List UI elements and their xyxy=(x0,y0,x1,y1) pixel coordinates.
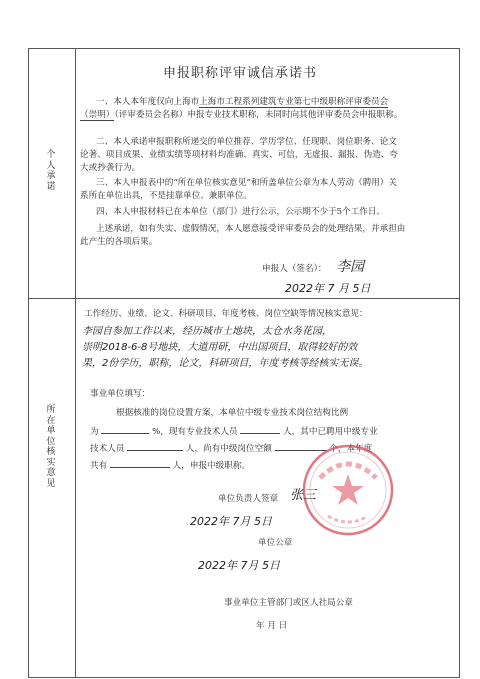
clause-1-district: （崇明） xyxy=(80,110,115,120)
ratio-line-3-c: 个，本年度 xyxy=(329,444,373,454)
closing-line-1: 上述承诺，如有失实、虚假情况，本人愿意接受评审委员会的处理结果，并承担由 xyxy=(96,224,406,234)
ratio-percent-blank xyxy=(101,424,149,434)
ratio-line-4-b: 人，申报中级职称。 xyxy=(172,461,251,471)
clause-2-line-2: 论著、项目成果、业绩实绩等项材料均准确、真实、可信，无虚报、漏报、伪造、夸 xyxy=(80,150,398,160)
mid-level-staff-blank xyxy=(127,441,183,451)
clause-1-prefix: 一、本人本年度仅向上海市 xyxy=(96,97,200,107)
supervisor-seal-date: 年 月 日 xyxy=(256,621,288,631)
commitment-date: 2022年 7 月 5日 xyxy=(285,282,371,295)
supervisor-seal-label: 事业单位主管部门或区人社局公章 xyxy=(224,598,353,608)
applicant-count-blank xyxy=(110,458,170,468)
clause-2-line-1: 二、本人承诺申报职称所递交的单位推荐、学历学位、任现职、岗位职务、论文 xyxy=(96,137,397,147)
section-divider xyxy=(28,298,460,299)
verification-heading: 工作经历、业绩、论文、科研项目、年度考核、岗位空缺等情况核实意见： xyxy=(84,309,368,319)
institution-fill-heading: 事业单位填写： xyxy=(90,389,151,399)
staff-count-blank xyxy=(240,424,280,434)
applicant-signature: 李园 xyxy=(336,259,364,275)
clause-3-line-2: 系所在单位出具，不是挂靠单位、兼职单位。 xyxy=(80,191,252,201)
clause-3-line-1: 三、本人申报表中的“所在单位核实意见”和所盖单位公章为本人劳动（聘用）关 xyxy=(96,178,397,188)
personal-commitment-label: 个人承诺 xyxy=(46,150,56,192)
verification-handwriting-line-2: 崇明2018-6-8号地块，大道用研，中出国项目，取得较好的效 xyxy=(82,342,358,353)
ratio-line-4-a: 共有 xyxy=(90,461,108,471)
unit-seal-label: 单位公章 xyxy=(258,538,293,548)
ratio-line-1: 根据核准的岗位设置方案，本单位中级专业技术岗位结构比例 xyxy=(116,408,349,418)
page-title: 申报职称评审诚信承诺书 xyxy=(162,66,317,81)
ratio-line-3-b: 人，尚有中级岗位空额 xyxy=(185,444,272,454)
verification-handwriting-line-1: 李园自参加工作以来，经历城市土地块，太仓水务花园， xyxy=(82,326,332,337)
unit-verification-label: 所在单位核实意见 xyxy=(46,405,56,489)
ratio-line-2-c: 人，其中已聘用中级专业 xyxy=(283,427,378,437)
verification-handwriting-line-3: 果，2份学历，职称，论文，科研项目，年度考核等经核实无误。 xyxy=(82,358,369,369)
clause-1-suffix: （评审委员会名称）申报专业技术职称，未同时向其他评审委员会申报职称。 xyxy=(114,110,403,120)
unit-leader-seal-label: 单位负责人签章 xyxy=(218,494,279,504)
clause-2-line-3: 大或抄袭行为。 xyxy=(80,163,141,173)
unit-leader-signature: 张三 xyxy=(290,488,317,503)
unit-seal-date: 2022年 7月 5日 xyxy=(198,559,280,572)
ratio-line-2-a: 为 xyxy=(90,427,99,437)
clause-1-committee: 上海市工程系列建筑专业第七中级职称评审委员会 xyxy=(199,97,389,107)
leader-signature-date: 2022年 7月 5日 xyxy=(190,515,272,528)
applicant-signature-label: 申报人（签名）： xyxy=(262,264,327,274)
ratio-line-3-a: 技术人员 xyxy=(90,444,125,454)
closing-line-2: 此产生的各项后果。 xyxy=(80,237,158,247)
clause-4: 四、本人申报材料已在本单位（部门）进行公示，公示期不少于5个工作日。 xyxy=(96,207,386,217)
ratio-line-2-b: %，现有专业技术人员 xyxy=(152,427,238,437)
